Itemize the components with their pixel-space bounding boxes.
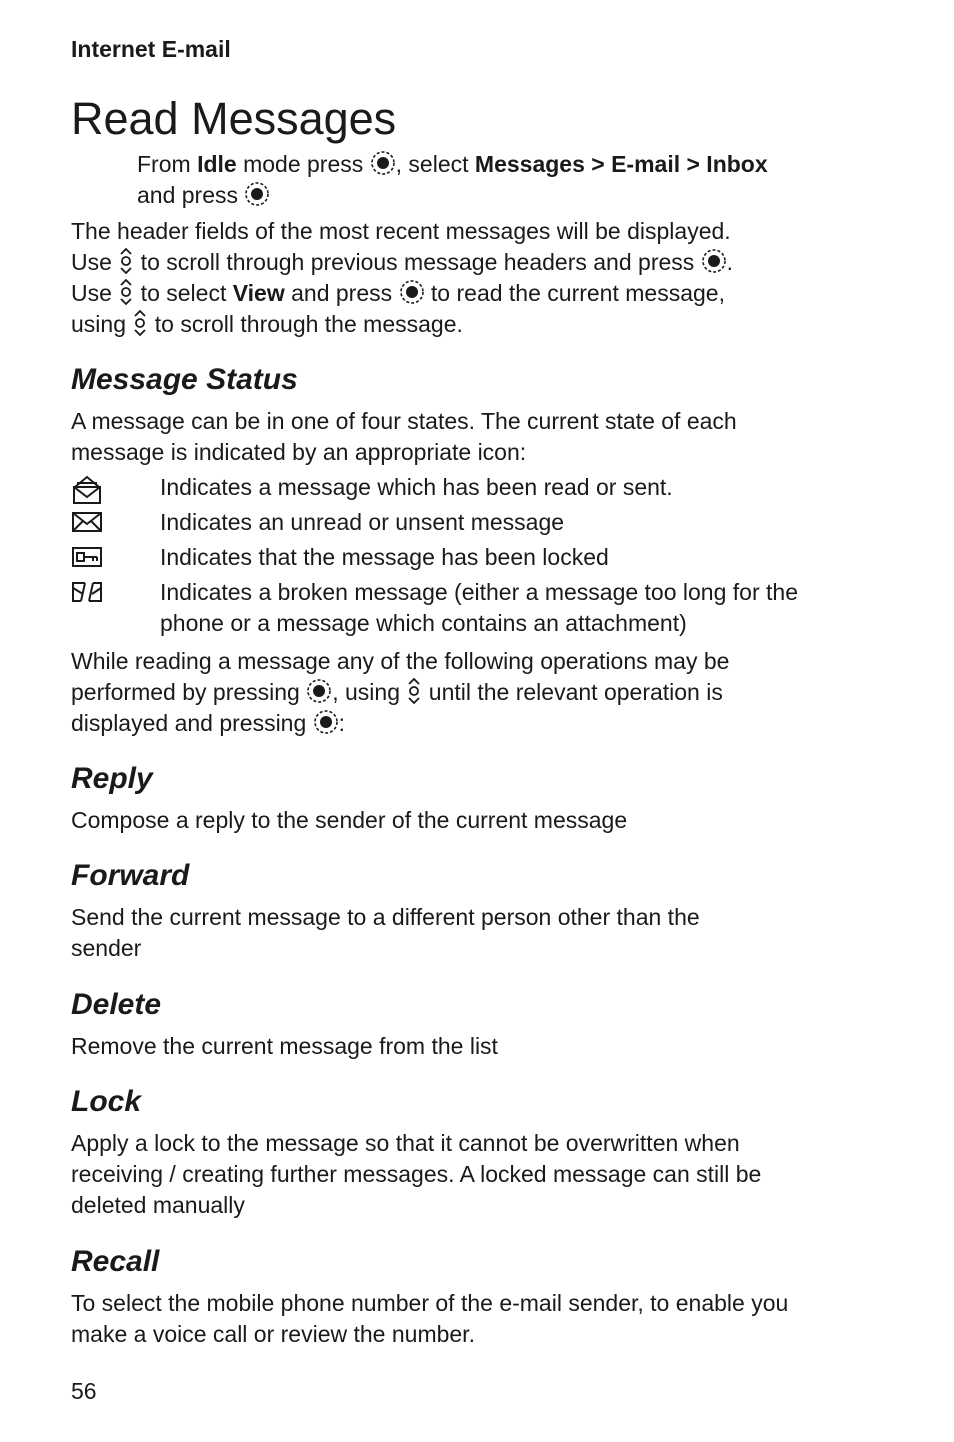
list-item: Indicates a message which has been read or sent. — [71, 472, 851, 507]
scroll-key-icon — [118, 248, 134, 274]
scroll-key-icon — [406, 678, 422, 704]
section-heading: Message Status — [71, 363, 298, 396]
section-heading: Forward — [71, 859, 190, 892]
select-key-icon — [306, 678, 332, 704]
list-item: Indicates that the message has been locked — [71, 542, 851, 577]
section-text: To select the mobile phone number of the e-mail sender, to enable you make a voice call or review the number. — [71, 1290, 789, 1347]
status-list — [71, 472, 851, 643]
section-label: Internet E-mail — [71, 36, 231, 62]
section-text: Remove the current message from the list — [71, 1033, 498, 1059]
section-text: Apply a lock to the message so that it cannot be overwritten when receiving / creating further messages. A locked message can still be deleted manually — [71, 1130, 762, 1218]
unread-envelope-icon — [71, 510, 103, 539]
intro-instruction: From Idle mode press , select Messages > E-mail > Inbox and press — [137, 151, 768, 208]
select-key-icon — [244, 181, 270, 207]
page-title: Read Messages — [71, 93, 397, 144]
read-envelope-icon — [71, 475, 103, 510]
lock-section — [71, 1084, 851, 1221]
select-key-icon — [370, 150, 396, 176]
section-text: Send the current message to a different person other than the sender — [71, 904, 700, 961]
select-key-icon — [313, 709, 339, 735]
page-number: 56 — [71, 1378, 97, 1404]
scroll-key-icon — [118, 279, 134, 305]
list-item: Indicates an unread or unsent message — [71, 507, 851, 542]
forward-section — [71, 858, 851, 964]
message-status-section — [71, 362, 851, 643]
reply-section — [71, 761, 851, 836]
section-heading: Lock — [71, 1085, 142, 1118]
recall-section — [71, 1244, 851, 1350]
broken-message-icon — [71, 580, 103, 609]
section-heading: Recall — [71, 1245, 160, 1278]
operations-paragraph: While reading a message any of the following operations may be performed by pressing , using until the relevant operation is displayed and pressing : — [71, 648, 730, 736]
list-item: Indicates a broken message (either a message too long for the phone or a message which contains an attachment) — [71, 577, 851, 643]
select-key-icon — [701, 248, 727, 274]
section-text: Compose a reply to the sender of the current message — [71, 807, 628, 833]
locked-message-icon — [71, 545, 103, 574]
section-heading: Delete — [71, 988, 162, 1021]
section-heading: Reply — [71, 762, 153, 795]
status-intro: A message can be in one of four states. The current state of each message is indicated by an appropriate icon: — [71, 408, 737, 465]
scroll-paragraph: The header fields of the most recent messages will be displayed. Use to scroll through previous message headers and press . Use to select View and press to read the current message, using to scroll through the message. — [71, 218, 734, 337]
scroll-key-icon — [132, 310, 148, 336]
delete-section — [71, 987, 851, 1062]
select-key-icon — [399, 279, 425, 305]
